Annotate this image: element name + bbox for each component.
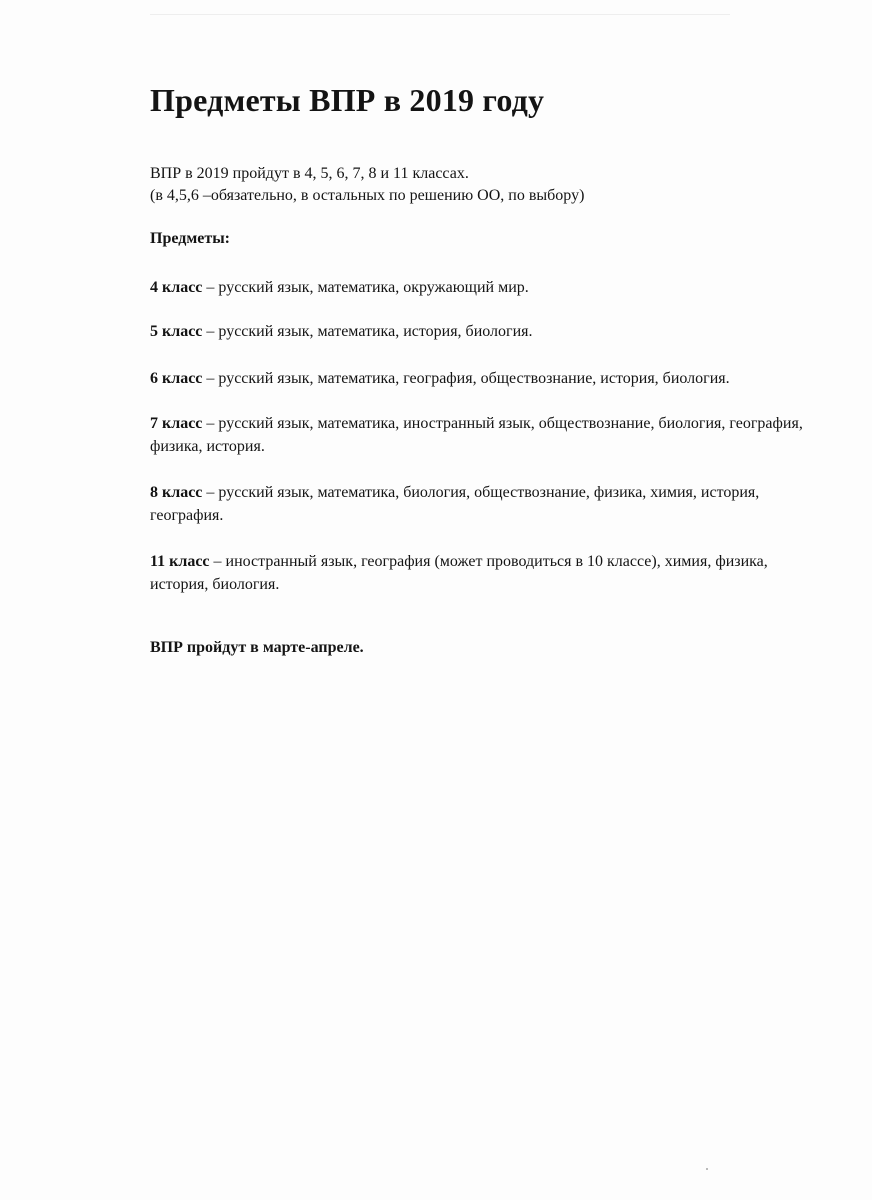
grade-7-subjects: [150, 412, 820, 458]
grade-label: 7 класс: [150, 415, 203, 432]
grade-label: 8 класс: [150, 484, 203, 501]
grade-label: 11 класс: [150, 553, 210, 570]
grade-subject-list: – русский язык, математика, история, биология.: [202, 323, 533, 340]
grade-subject-list: – иностранный язык, география (может проводиться в 10 классе), химия, физика, история, биология.: [150, 553, 768, 593]
grade-subject-list: – русский язык, математика, иностранный язык, обществознание, биология, география, физика, история.: [150, 415, 803, 455]
subjects-heading: Предметы:: [150, 230, 231, 247]
grade-8-subjects: [150, 481, 820, 527]
intro-line-1: ВПР в 2019 пройдут в 4, 5, 6, 7, 8 и 11 классах.: [150, 165, 469, 182]
intro-paragraph: [150, 163, 584, 207]
grade-label: 5 класс: [150, 323, 203, 340]
grade-label: 6 класс: [150, 370, 203, 387]
scan-speck: [706, 1168, 708, 1170]
grade-5-subjects: [150, 320, 820, 343]
grade-4-subjects: [150, 276, 820, 299]
document-title: Предметы ВПР в 2019 году: [150, 82, 545, 118]
schedule-note: ВПР пройдут в марте-апреле.: [150, 639, 364, 656]
intro-line-2: (в 4,5,6 –обязательно, в остальных по решению ОО, по выбору): [150, 187, 585, 204]
scan-artifact-line: [150, 14, 730, 15]
grade-subject-list: – русский язык, математика, окружающий мир.: [202, 279, 529, 296]
grade-label: 4 класс: [150, 279, 203, 296]
grade-subject-list: – русский язык, математика, география, обществознание, история, биология.: [202, 370, 730, 387]
grade-11-subjects: [150, 550, 820, 596]
grade-6-subjects: [150, 367, 820, 390]
grade-subject-list: – русский язык, математика, биология, обществознание, физика, химия, история, география.: [150, 484, 760, 524]
